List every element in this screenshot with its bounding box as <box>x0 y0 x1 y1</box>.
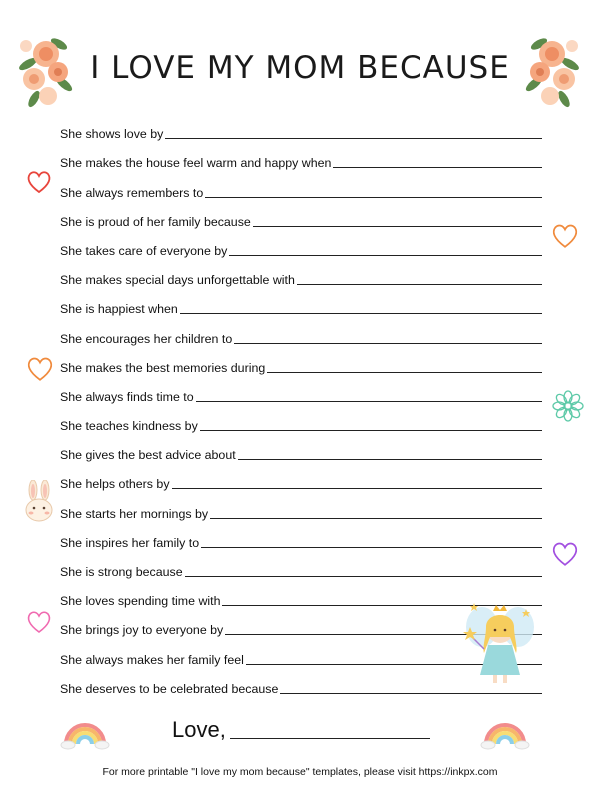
answer-line[interactable] <box>297 284 542 285</box>
prompt-row <box>60 170 542 199</box>
prompt-label: She makes the best memories during <box>60 360 266 375</box>
prompt-label: She makes the house feel warm and happy when <box>60 156 332 171</box>
heart-icon <box>26 168 52 196</box>
prompt-label: She teaches kindness by <box>60 419 198 434</box>
prompt-label: She always remembers to <box>60 185 204 200</box>
prompt-label: She encourages her children to <box>60 331 233 346</box>
rainbow-icon <box>60 712 110 752</box>
answer-line[interactable] <box>180 313 542 314</box>
prompt-row <box>60 229 542 258</box>
prompt-row <box>60 112 542 141</box>
prompt-row <box>60 433 542 462</box>
prompt-row <box>60 375 542 404</box>
prompt-row <box>60 346 542 375</box>
prompt-label: She is happiest when <box>60 302 178 317</box>
prompt-row <box>60 521 542 550</box>
prompt-label: She starts her mornings by <box>60 506 209 521</box>
heart-icon <box>26 356 54 382</box>
answer-line[interactable] <box>238 459 542 460</box>
answer-line[interactable] <box>280 693 542 694</box>
answer-line[interactable] <box>234 343 542 344</box>
answer-line[interactable] <box>165 138 542 139</box>
prompt-label: She helps others by <box>60 477 170 492</box>
answer-line[interactable] <box>172 488 542 489</box>
rainbow-icon <box>480 712 530 752</box>
prompt-label: She shows love by <box>60 127 164 142</box>
bunny-icon <box>22 480 56 522</box>
answer-line[interactable] <box>196 401 542 402</box>
answer-line[interactable] <box>333 167 542 168</box>
footer-text: For more printable "I love my mom because" templates, please visit https://inkpx.com <box>102 766 498 778</box>
answer-line[interactable] <box>201 547 542 548</box>
prompt-label: She loves spending time with <box>60 594 221 609</box>
prompt-label: She makes special days unforgettable with <box>60 273 295 288</box>
prompt-row <box>60 287 542 316</box>
prompt-label: She inspires her family to <box>60 535 200 550</box>
answer-line[interactable] <box>229 255 542 256</box>
prompt-label: She brings joy to everyone by <box>60 623 224 638</box>
prompt-row <box>60 404 542 433</box>
prompt-label: She deserves to be celebrated because <box>60 681 279 696</box>
prompt-label: She takes care of everyone by <box>60 243 228 258</box>
prompt-row <box>60 550 542 579</box>
signoff-label: Love, <box>172 717 226 742</box>
answer-line[interactable] <box>210 518 542 519</box>
answer-line[interactable] <box>253 226 542 227</box>
signoff <box>172 718 430 742</box>
prompt-row <box>60 258 542 287</box>
answer-line[interactable] <box>267 372 542 373</box>
heart-icon <box>26 610 52 634</box>
prompt-label: She is strong because <box>60 565 183 579</box>
prompt-label: She always finds time to <box>60 389 194 404</box>
prompt-row <box>60 200 542 229</box>
prompt-label: She gives the best advice about <box>60 448 236 463</box>
page-title: I LOVE MY MOM BECAUSE <box>90 50 510 86</box>
heart-icon <box>551 222 579 250</box>
answer-line[interactable] <box>205 197 542 198</box>
prompt-label: She always makes her family feel <box>60 652 244 667</box>
prompt-row <box>60 141 542 170</box>
prompt-row <box>60 462 542 491</box>
prompt-row <box>60 316 542 345</box>
answer-line[interactable] <box>185 576 542 577</box>
daisy-icon <box>552 390 584 422</box>
answer-line[interactable] <box>200 430 542 431</box>
prompt-row <box>60 491 542 520</box>
prompt-label: She is proud of her family because <box>60 214 251 229</box>
fairy-icon <box>460 597 540 687</box>
heart-icon <box>551 540 579 568</box>
signature-line[interactable] <box>230 738 430 739</box>
